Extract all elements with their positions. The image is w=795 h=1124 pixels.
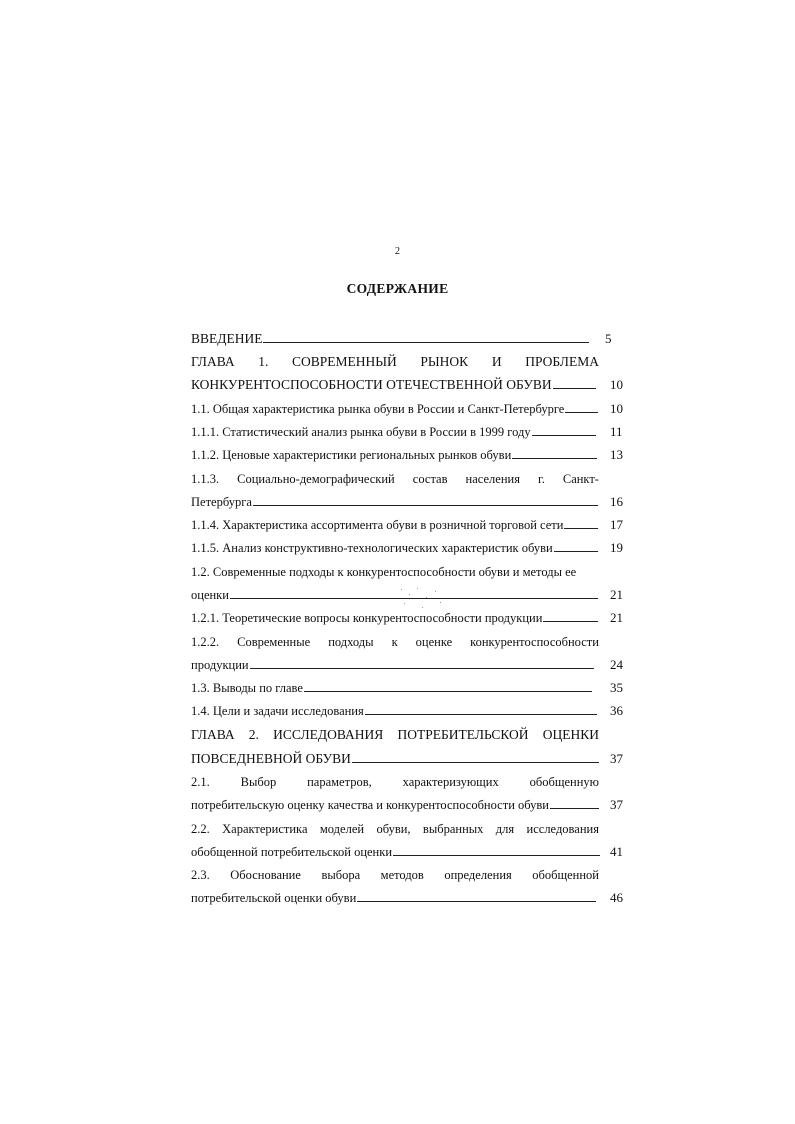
toc-entry-text (191, 794, 599, 816)
toc-entry-text (191, 398, 598, 420)
toc-word: 2.1. (191, 775, 210, 789)
leader-line (365, 700, 597, 715)
toc-word: Социально-демографический (237, 472, 395, 486)
toc-entry (191, 864, 631, 886)
toc-entry (191, 421, 631, 443)
toc-entry (191, 351, 631, 373)
toc-word: для (495, 822, 515, 836)
toc-entry (191, 398, 631, 420)
toc-word: 1.2.2. (191, 635, 220, 649)
toc-entry (191, 818, 631, 840)
scan-specks (395, 585, 455, 615)
toc-entry-label: 1.1.5. Анализ конструктивно-технологических характеристик обуви (191, 541, 553, 555)
toc-entry (191, 841, 631, 863)
toc-word: РЫНОК (420, 354, 469, 369)
toc-word: характеризующих (402, 775, 499, 789)
toc-entry-text (191, 700, 597, 722)
leader-line (564, 514, 598, 529)
toc-entry-text (191, 771, 599, 793)
toc-word: обобщенную (529, 775, 599, 789)
toc-entry-text (191, 887, 596, 909)
toc-entry (191, 748, 631, 770)
leader-line (263, 328, 589, 343)
toc-entry (191, 771, 631, 793)
toc-word: методов (380, 868, 424, 882)
toc-entry-text (191, 748, 599, 770)
toc-word: 1. (258, 354, 269, 369)
toc-word: ПОТРЕБИТЕЛЬСКОЙ (397, 727, 529, 742)
toc-word: Обоснование (230, 868, 301, 882)
leader-line (393, 841, 600, 856)
leader-line (250, 654, 594, 669)
toc-entry-label: продукции (191, 658, 249, 672)
leader-line (532, 421, 596, 436)
toc-entry-text (191, 514, 598, 536)
toc-page-number: 5 (605, 331, 612, 346)
toc-entry (191, 794, 631, 816)
toc-entry (191, 444, 631, 466)
toc-entry-text (191, 841, 600, 863)
toc-entry-text (191, 677, 592, 699)
leader-line (565, 398, 598, 413)
toc-word: 1.1.3. (191, 472, 220, 486)
toc-entry-text (191, 561, 576, 583)
toc-page-number: 19 (610, 540, 623, 555)
toc-page-number: 21 (610, 587, 623, 602)
toc-entry-text (191, 374, 596, 396)
toc-word: Санкт- (562, 472, 599, 486)
toc-entry-text (191, 444, 597, 466)
toc-word: определения (444, 868, 512, 882)
toc-word: подходы (328, 635, 374, 649)
toc-word: ОЦЕНКИ (542, 727, 599, 742)
toc-entry-label: Петербурга (191, 495, 252, 509)
toc-entry-label: 1.3. Выводы по главе (191, 681, 303, 695)
leader-line (553, 374, 596, 389)
toc-entry-text (191, 864, 599, 886)
page-number: 2 (395, 246, 400, 257)
toc-word: ГЛАВА (191, 354, 235, 369)
toc-page-number: 41 (610, 844, 623, 859)
toc-word: выбора (321, 868, 361, 882)
toc-page-number: 11 (610, 424, 623, 439)
toc-word: ИССЛЕДОВАНИЯ (273, 727, 384, 742)
toc-entry-text (191, 351, 599, 373)
toc-entry-label: ПОВСЕДНЕВНОЙ ОБУВИ (191, 751, 351, 766)
toc-page-number: 46 (610, 890, 623, 905)
toc-entry (191, 374, 631, 396)
toc-entry (191, 514, 631, 536)
toc-entry-label: ВВЕДЕНИЕ (191, 331, 263, 346)
toc-word: конкурентоспособности (470, 635, 599, 649)
toc-entry-label: потребительской оценки обуви (191, 891, 357, 905)
toc-word: оценке (415, 635, 453, 649)
toc-entry-label: оценки (191, 588, 229, 602)
toc-word: И (491, 354, 502, 369)
toc-entry (191, 654, 631, 676)
toc-entry-text (191, 818, 599, 840)
toc-word: Выбор (240, 775, 277, 789)
toc-page-number: 36 (610, 703, 623, 718)
toc-word: ГЛАВА (191, 727, 235, 742)
toc-entry-text (191, 724, 599, 746)
toc-word: моделей (319, 822, 365, 836)
toc-word: г. (537, 472, 545, 486)
toc-word: Характеристика (222, 822, 308, 836)
toc-word: обуви, (376, 822, 411, 836)
leader-line (352, 748, 599, 763)
toc-word: 2.3. (191, 868, 210, 882)
toc-entry (191, 700, 631, 722)
toc-entry-text (191, 328, 589, 350)
toc-entry-text (191, 654, 594, 676)
toc-entry-label: обобщенной потребительской оценки (191, 845, 393, 859)
toc-word: параметров, (307, 775, 372, 789)
leader-line (512, 444, 597, 459)
toc-word: 2. (248, 727, 259, 742)
toc-entry-label: 1.1.4. Характеристика ассортимента обуви в розничной торговой сети (191, 518, 564, 532)
toc-word: населения (465, 472, 520, 486)
toc-entry (191, 537, 631, 559)
toc-word: Современные (237, 635, 311, 649)
toc-word: состав (412, 472, 448, 486)
toc-entry-text (191, 631, 599, 653)
toc-word: ПРОБЛЕМА (525, 354, 599, 369)
toc-word: исследования (526, 822, 599, 836)
toc-entry (191, 724, 631, 746)
leader-line (304, 677, 592, 692)
toc-entry-text (191, 468, 599, 490)
toc-page-number: 10 (610, 401, 623, 416)
toc-entry-label: 1.2.1. Теоретические вопросы конкурентоспособности продукции (191, 611, 543, 625)
toc-word: выбранных (422, 822, 484, 836)
leader-line (357, 887, 596, 902)
toc-entry (191, 677, 631, 699)
toc-entry-text (191, 537, 598, 559)
leader-line (253, 491, 598, 506)
toc-page-number: 17 (610, 517, 623, 532)
toc-entry-label: 1.4. Цели и задачи исследования (191, 704, 364, 718)
toc-entry (191, 328, 631, 350)
toc-page-number: 10 (610, 377, 623, 392)
toc-entry (191, 887, 631, 909)
toc-page-number: 24 (610, 657, 623, 672)
toc-entry-label: 1.1.1. Статистический анализ рынка обуви в России в 1999 году (191, 425, 531, 439)
toc-page-number: 16 (610, 494, 623, 509)
toc-word: к (391, 635, 398, 649)
leader-line (550, 794, 599, 809)
page-title: СОДЕРЖАНИЕ (346, 281, 449, 296)
toc-page-number: 37 (610, 751, 623, 766)
toc-page-number: 13 (610, 447, 623, 462)
toc-page-number: 21 (610, 610, 623, 625)
toc-entry-label: 1.1. Общая характеристика рынка обуви в России и Санкт-Петербурге (191, 402, 565, 416)
toc-entry-label: 1.1.2. Ценовые характеристики региональных рынков обуви (191, 448, 512, 462)
toc-page-number: 37 (610, 797, 623, 812)
toc-entry-text (191, 421, 596, 443)
toc-entry (191, 468, 631, 490)
toc-entry-text (191, 491, 598, 513)
toc-entry-label: потребительскую оценку качества и конкурентоспособности обуви (191, 798, 549, 812)
leader-line (554, 537, 598, 552)
leader-line (543, 607, 598, 622)
toc-entry-label: КОНКУРЕНТОСПОСОБНОСТИ ОТЕЧЕСТВЕННОЙ ОБУВИ (191, 377, 552, 392)
toc-entry (191, 631, 631, 653)
toc-entry (191, 491, 631, 513)
toc-word: обобщенной (532, 868, 599, 882)
toc-word: 2.2. (191, 822, 210, 836)
toc-page-number: 35 (610, 680, 623, 695)
toc-entry (191, 561, 631, 583)
toc-word: СОВРЕМЕННЫЙ (291, 354, 397, 369)
toc-entry-label: 1.2. Современные подходы к конкурентоспособности обуви и методы ее (191, 565, 577, 579)
